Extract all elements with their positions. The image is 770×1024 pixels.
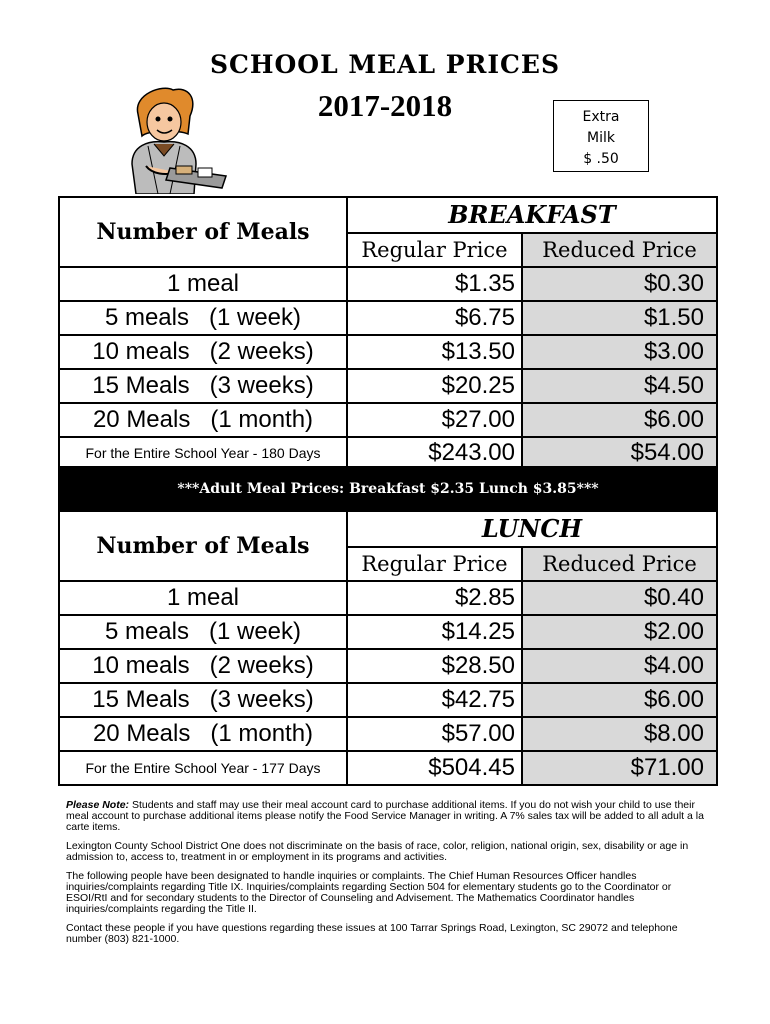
meals-cell: 5 meals (1 week) — [104, 618, 302, 645]
extra-milk-box — [553, 100, 649, 172]
lunch-col-reduced: Reduced Price — [521, 546, 716, 580]
table-row — [60, 402, 716, 436]
meals-cell: 1 meal — [166, 270, 240, 297]
regular-price-cell: $28.50 — [346, 650, 521, 682]
page-title: SCHOOL MEAL PRICES — [209, 50, 561, 79]
breakfast-col-reduced: Reduced Price — [521, 232, 716, 266]
regular-price-cell: $1.35 — [346, 268, 521, 300]
table-row — [60, 436, 716, 466]
regular-price-cell: $243.00 — [346, 438, 521, 466]
lunch-col-meals: Number of Meals — [96, 533, 310, 559]
extra-milk-price: $ .50 — [583, 151, 619, 167]
reduced-price-cell: $8.00 — [521, 718, 716, 750]
designated-contacts-paragraph: The following people have been designated to handle inquiries or complaints. The Chief Human Resources Officer handles inquiries/complaints regarding Title IX. Inquiries/complaints regarding Section 504 for elementary students go to the Coordinator or ESOI/RtI and for secondary students to the Director of Counseling and Advisement. The Mathematics Coordinator handles inquiries/complaints regarding the Title II. — [66, 870, 672, 915]
table-row — [60, 750, 716, 784]
regular-price-cell: $13.50 — [346, 336, 521, 368]
extra-milk-line2: Milk — [587, 130, 615, 146]
regular-price-cell: $504.45 — [346, 752, 521, 784]
lunch-lady-mascot-icon — [118, 84, 230, 194]
lunch-heading: LUNCH — [346, 512, 716, 546]
extra-milk-line1: Extra — [582, 109, 620, 125]
adult-meal-prices: ***Adult Meal Prices: Breakfast $2.35 Lunch $3.85*** — [58, 468, 718, 510]
table-row — [60, 580, 716, 614]
reduced-price-cell: $2.00 — [521, 616, 716, 648]
meals-cell: 20 Meals (1 month) — [92, 720, 314, 747]
table-row — [60, 368, 716, 402]
regular-price-cell: $2.85 — [346, 582, 521, 614]
reduced-price-cell: $54.00 — [521, 438, 716, 466]
notes-section — [66, 800, 710, 953]
regular-price-cell: $20.25 — [346, 370, 521, 402]
reduced-price-cell: $0.40 — [521, 582, 716, 614]
please-note-label: Please Note: — [66, 799, 130, 811]
lunch-col-regular: Regular Price — [346, 546, 521, 580]
regular-price-cell: $6.75 — [346, 302, 521, 334]
breakfast-col-meals: Number of Meals — [96, 219, 310, 245]
meals-cell: 5 meals (1 week) — [104, 304, 302, 331]
nondiscrimination-paragraph: Lexington County School District One does not discriminate on the basis of race, color, religion, national origin, sex, disability or age in admission to, access to, treatment in or employment in its programs and activities. — [66, 840, 689, 863]
meals-cell: 15 Meals (3 weeks) — [92, 686, 314, 713]
reduced-price-cell: $4.50 — [521, 370, 716, 402]
meals-cell: 10 meals (2 weeks) — [92, 338, 314, 365]
regular-price-cell: $42.75 — [346, 684, 521, 716]
breakfast-col-regular: Regular Price — [346, 232, 521, 266]
regular-price-cell: $57.00 — [346, 718, 521, 750]
breakfast-table — [58, 196, 718, 468]
table-row — [60, 682, 716, 716]
contact-paragraph: Contact these people if you have questions regarding these issues at 100 Tarrar Springs Road, Lexington, SC 29072 and telephone number (803) 821-1000. — [66, 922, 678, 945]
table-row — [60, 334, 716, 368]
table-row — [60, 300, 716, 334]
meals-cell: 15 Meals (3 weeks) — [92, 372, 314, 399]
reduced-price-cell: $0.30 — [521, 268, 716, 300]
meals-cell: For the Entire School Year - 177 Days — [85, 760, 321, 776]
reduced-price-cell: $6.00 — [521, 404, 716, 436]
table-row — [60, 614, 716, 648]
table-row — [60, 648, 716, 682]
regular-price-cell: $14.25 — [346, 616, 521, 648]
reduced-price-cell: $3.00 — [521, 336, 716, 368]
breakfast-heading: BREAKFAST — [346, 198, 716, 232]
lunch-table — [58, 510, 718, 786]
reduced-price-cell: $4.00 — [521, 650, 716, 682]
reduced-price-cell: $6.00 — [521, 684, 716, 716]
please-note-text: Students and staff may use their meal account card to purchase additional items. If you do not wish your child to use their meal account to purchase additional items please notify the Food Service Manager in writing. A 7% sales tax will be added to all adult a la carte items. — [66, 799, 704, 833]
please-note-paragraph — [66, 800, 710, 833]
meals-cell: 20 Meals (1 month) — [92, 406, 314, 433]
school-year: 2017-2018 — [317, 88, 453, 123]
reduced-price-cell: $71.00 — [521, 752, 716, 784]
meals-cell: 1 meal — [166, 584, 240, 611]
meals-cell: 10 meals (2 weeks) — [92, 652, 314, 679]
meals-cell: For the Entire School Year - 180 Days — [85, 445, 321, 461]
table-row — [60, 716, 716, 750]
regular-price-cell: $27.00 — [346, 404, 521, 436]
reduced-price-cell: $1.50 — [521, 302, 716, 334]
table-row — [60, 266, 716, 300]
